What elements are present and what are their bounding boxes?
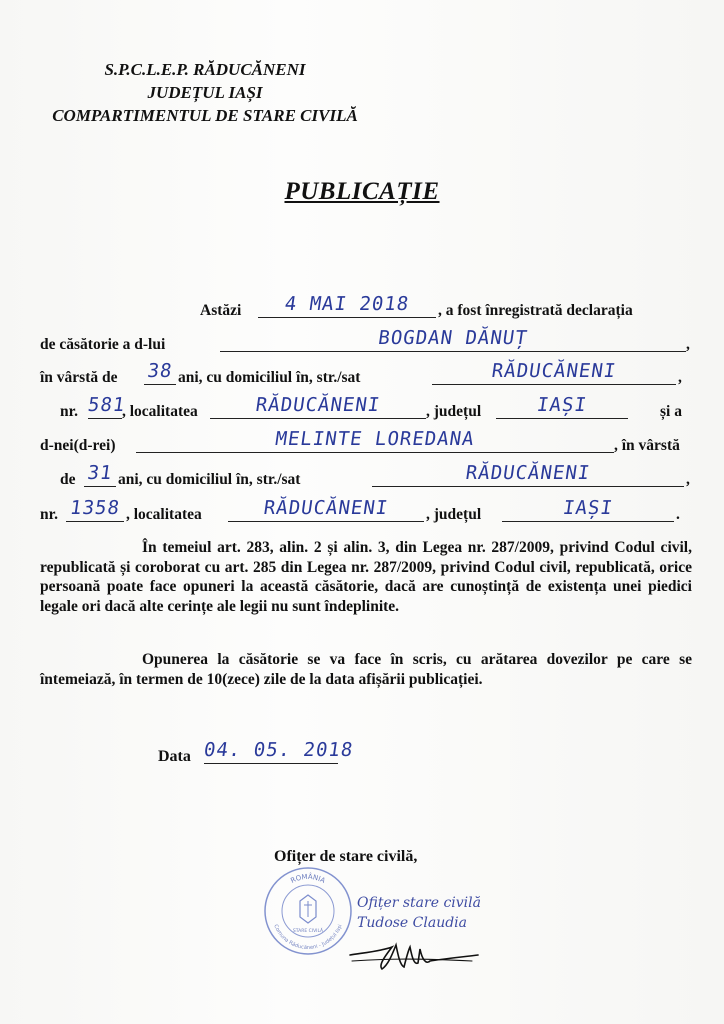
date-label: Data (158, 748, 191, 765)
label-nr-1: nr. (60, 403, 78, 420)
label-astazi: Astăzi (200, 302, 242, 319)
field-groom-name (220, 321, 686, 352)
row-groom-name (40, 327, 690, 356)
stamp-middle-text: STARE CIVILĂ (292, 929, 324, 934)
label-casatorie: de căsătorie a d-lui (40, 336, 166, 353)
value-groom-street: RĂDUCĂNENI (490, 360, 618, 382)
issuer-header (40, 58, 370, 127)
punct-comma-2: , (678, 369, 682, 386)
header-line-2: JUDEȚUL IAȘI (147, 83, 263, 102)
header-line-1: S.P.C.L.E.P. RĂDUCĂNENI (104, 60, 306, 79)
value-bride-age: 31 (86, 462, 114, 484)
handwritten-signature (342, 925, 482, 975)
value-bride-name: MELINTE LOREDANA (273, 428, 477, 450)
field-groom-locality (210, 388, 426, 419)
field-bride-age (84, 456, 116, 487)
field-groom-county (496, 388, 628, 419)
punct-comma-1: , (686, 336, 690, 353)
label-inregistrata: , a fost înregistrată declarația (438, 302, 633, 319)
header-line-3: COMPARTIMENTUL DE STARE CIVILĂ (52, 106, 358, 125)
value-groom-age: 38 (146, 360, 174, 382)
label-nr-2: nr. (40, 506, 58, 523)
label-domiciliu: ani, cu domiciliul în, str./sat (178, 369, 361, 386)
label-varsta-de: în vârstă de (40, 369, 118, 386)
value-groom-nr: 581 (86, 394, 127, 416)
punct-comma-3: , (686, 471, 690, 488)
value-groom-county: IAȘI (535, 394, 589, 416)
row-groom-address (40, 394, 690, 423)
row-date-registered (40, 293, 690, 322)
field-bride-nr (66, 491, 124, 522)
label-localitatea-2: , localitatea (126, 506, 202, 523)
stamp-bottom-text: Comuna Răducăneni - Județul Iași (272, 923, 344, 952)
row-bride-name (40, 428, 690, 457)
officer-title-stamp: Ofițer stare civilă (357, 895, 481, 911)
value-astazi: 4 MAI 2018 (283, 293, 411, 315)
officer-label: Ofițer de stare civilă, (274, 848, 418, 865)
field-date (202, 733, 355, 764)
value-bride-nr: 1358 (68, 497, 122, 519)
field-groom-nr (86, 388, 127, 419)
value-bride-street: RĂDUCĂNENI (464, 462, 592, 484)
label-in-varsta: , în vârstă (614, 437, 680, 454)
field-groom-street (432, 354, 676, 385)
field-groom-age (144, 354, 176, 385)
document-title: PUBLICAȚIE (284, 178, 440, 205)
official-stamp (262, 865, 354, 957)
value-groom-locality: RĂDUCĂNENI (254, 394, 382, 416)
label-localitatea-1: , localitatea (122, 403, 198, 420)
field-astazi (258, 287, 436, 318)
date-row (158, 738, 355, 768)
value-date: 04. 05. 2018 (202, 739, 355, 761)
field-bride-locality (228, 491, 424, 522)
label-judetul-1: , județul (426, 403, 482, 420)
label-de: de (60, 471, 76, 488)
value-groom-name: BOGDAN DĂNUȚ (376, 327, 530, 349)
label-si-a: și a (660, 403, 682, 420)
legal-text-2: Opunerea la căsătorie se va face în scris, cu arătarea dovezilor pe care se întemeiază, în termen de 10(zece) zile de la data afișării publicației. (40, 651, 692, 688)
row-groom-age (40, 360, 690, 389)
svg-text:ROMÂNIA (289, 872, 326, 885)
officer-name-text: Tudose Claudia (357, 915, 468, 931)
field-bride-name (136, 422, 614, 453)
punct-period: . (676, 506, 680, 523)
legal-paragraph-1 (40, 538, 692, 616)
label-judetul-2: , județul (426, 506, 482, 523)
row-bride-age (40, 462, 690, 491)
legal-paragraph-2 (40, 650, 692, 689)
field-bride-county (502, 491, 674, 522)
label-domiciliu-2: ani, cu domiciliul în, str./sat (118, 471, 301, 488)
value-bride-locality: RĂDUCĂNENI (262, 497, 390, 519)
label-dnei: d-nei(d-rei) (40, 437, 116, 454)
legal-text-1: În temeiul art. 283, alin. 2 și alin. 3, din Legea nr. 287/2009, privind Codul civil, republicată și coroborat cu art. 285 din Legea nr. 287/2009, privind Codul civil, republicată, orice persoană poate face opuneri la această căsătorie, dacă are cunoștință de existența unei piedici legale ori dacă alte cerințe ale legii nu sunt îndeplinite. (40, 539, 692, 615)
field-bride-street (372, 456, 684, 487)
value-bride-county: IAȘI (561, 497, 615, 519)
stamp-top-text: ROMÂNIA (289, 872, 327, 885)
row-bride-address (40, 497, 690, 526)
